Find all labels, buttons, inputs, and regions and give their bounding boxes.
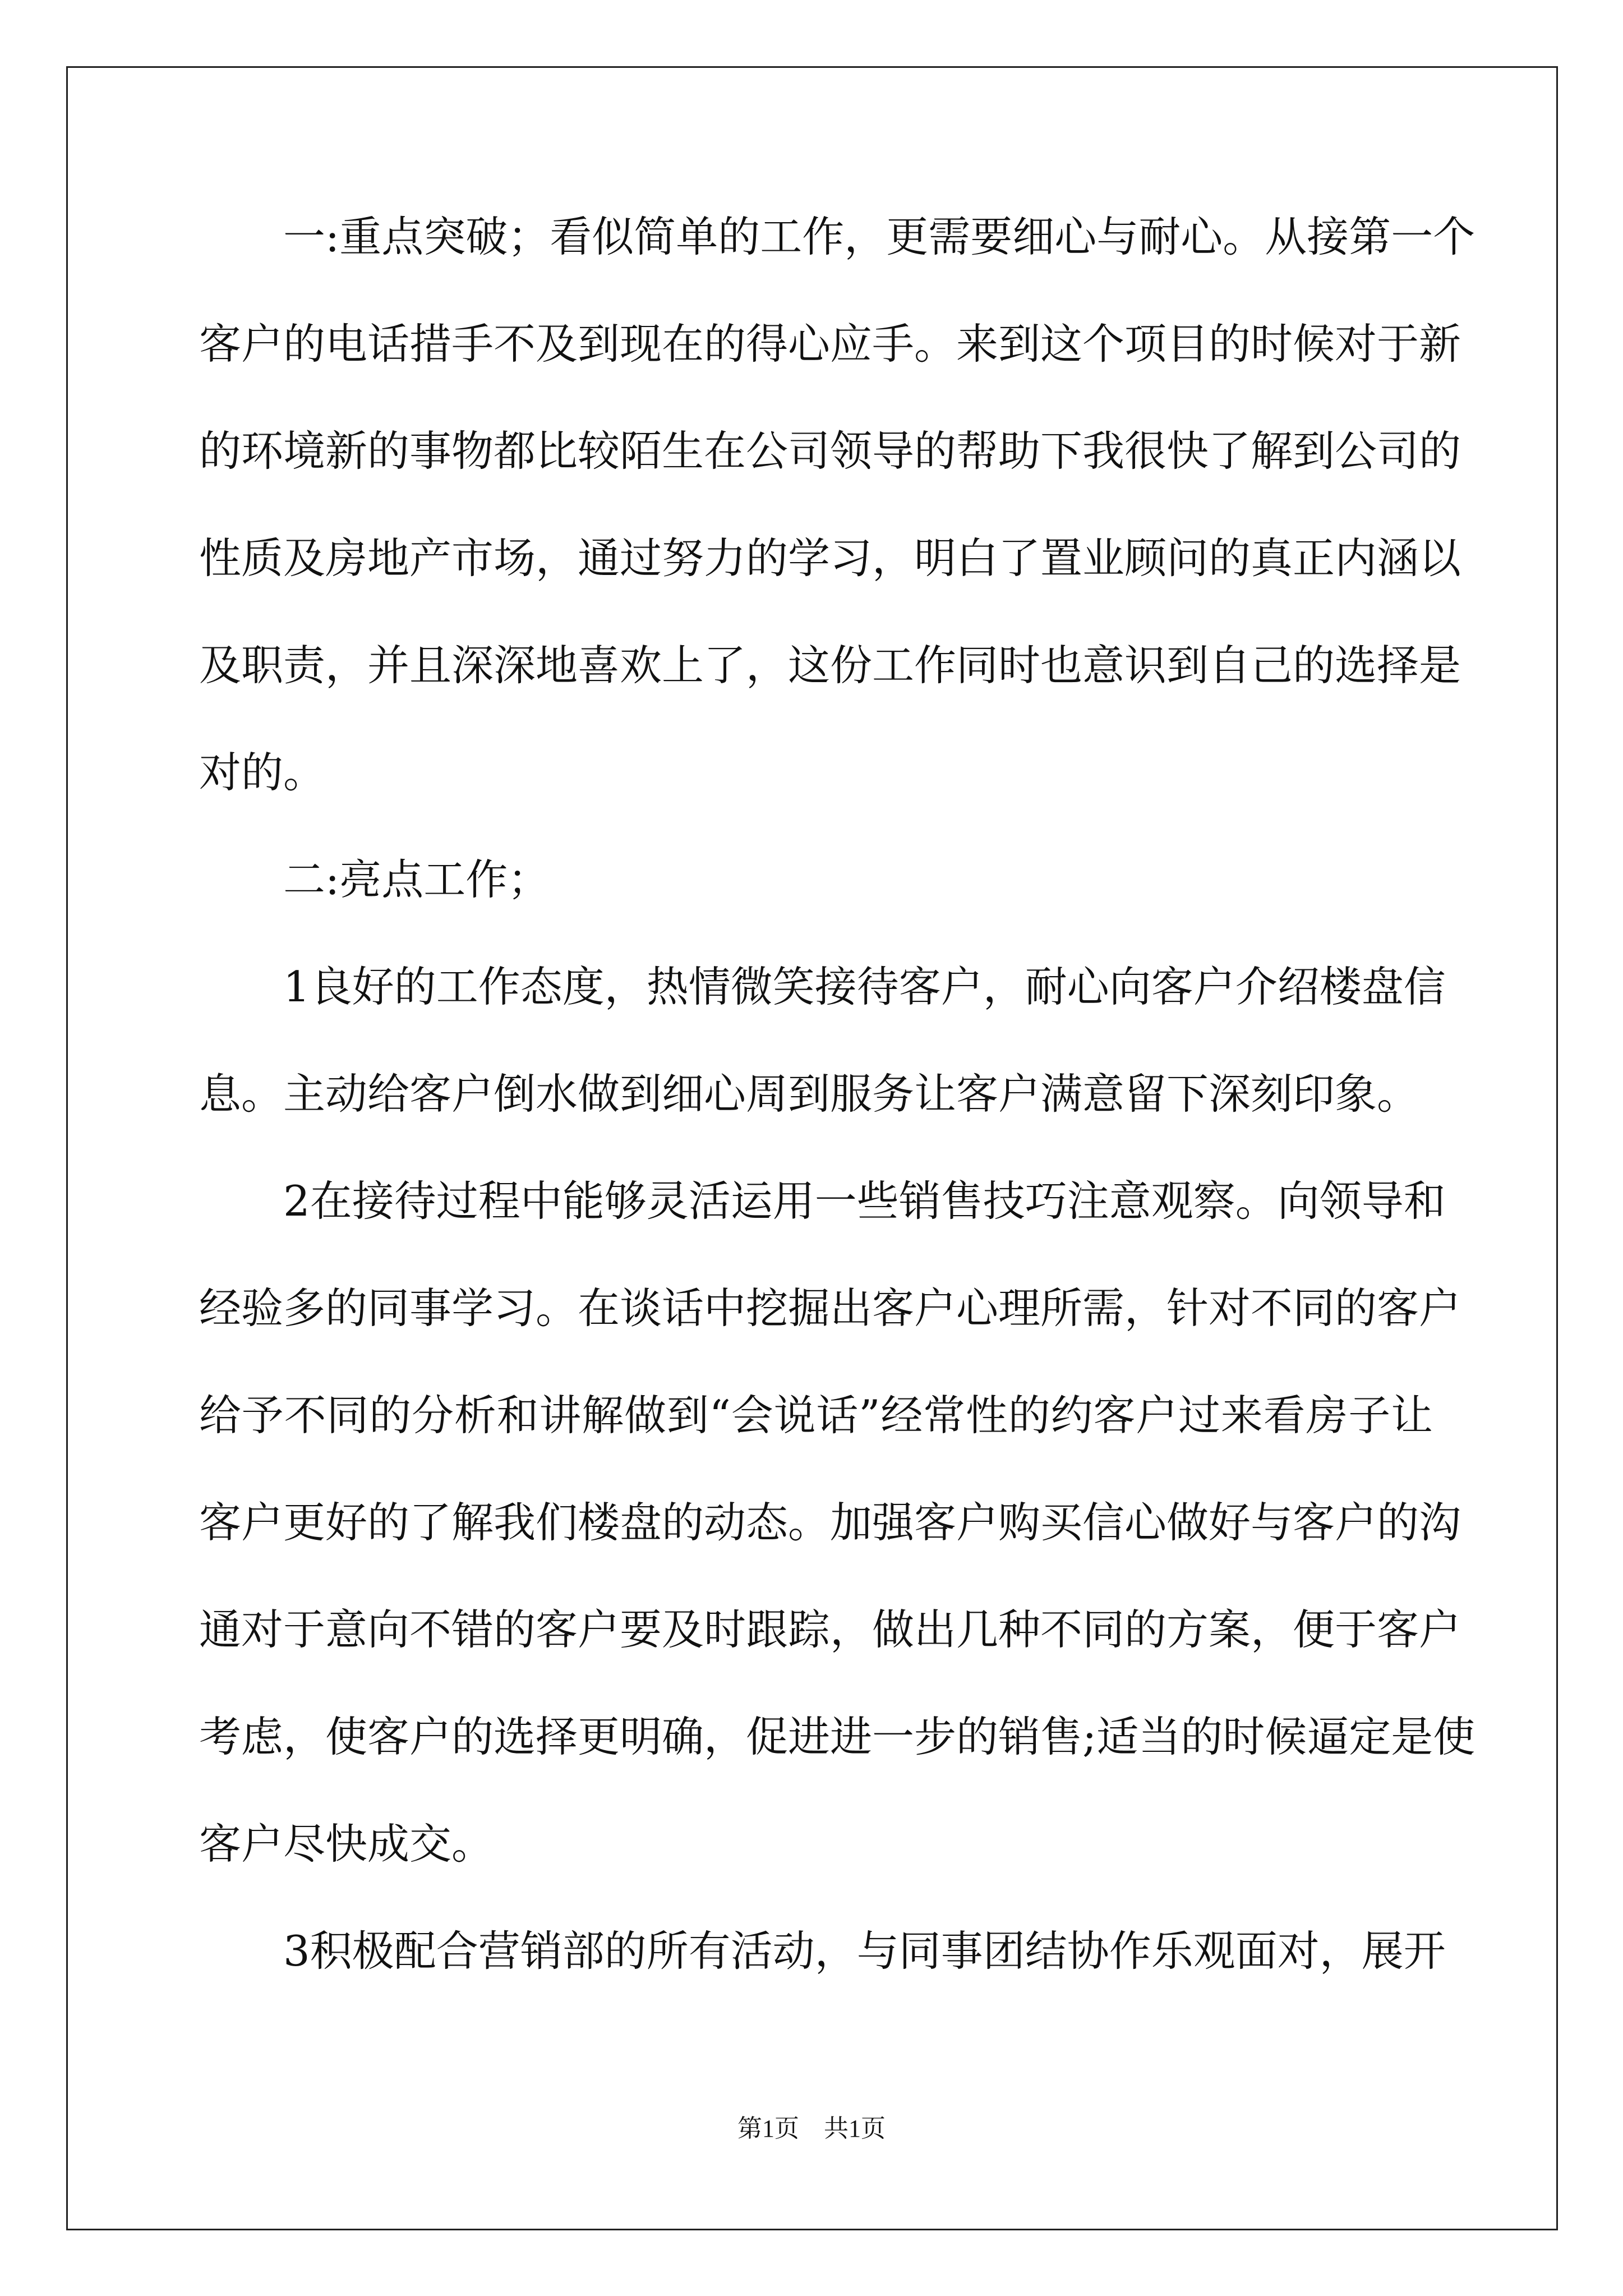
text-line-9: 息。主动给客户倒水做到细心周到服务让客户满意留下深刻印象。 — [199, 1069, 1419, 1119]
text-line-5: 及职责，并且深深地喜欢上了，这份工作同时也意识到自己的选择是 — [199, 641, 1461, 690]
text-line-4: 性质及房地产市场，通过努力的学习，明白了置业顾问的真正内涵以 — [199, 533, 1461, 583]
text-line-17: 3积极配合营销部的所有活动，与同事团结协作乐观面对，展开 — [283, 1926, 1446, 1976]
text-line-1: 一:重点突破；看似简单的工作，更需要细心与耐心。从接第一个 — [283, 212, 1476, 261]
text-line-16: 客户尽快成交。 — [199, 1819, 494, 1869]
text-line-3: 的环境新的事物都比较陌生在公司领导的帮助下我很快了解到公司的 — [199, 426, 1461, 476]
text-line-13: 客户更好的了解我们楼盘的动态。加强客户购买信心做好与客户的沟 — [199, 1498, 1461, 1547]
text-line-14: 通对于意向不错的客户要及时跟踪，做出几种不同的方案，便于客户 — [199, 1605, 1461, 1654]
text-line-10: 2在接待过程中能够灵活运用一些销售技巧注意观察。向领导和 — [283, 1176, 1446, 1226]
text-line-12: 给予不同的分析和讲解做到“会说话”经常性的约客户过来看房子让 — [199, 1391, 1433, 1440]
section-heading-2: 二:亮点工作； — [283, 855, 550, 904]
text-line-11: 经验多的同事学习。在谈话中挖掘出客户心理所需，针对不同的客户 — [199, 1283, 1461, 1333]
text-line-8: 1良好的工作态度，热情微笑接待客户，耐心向客户介绍楼盘信 — [283, 962, 1446, 1011]
text-line-6: 对的。 — [199, 748, 326, 797]
text-line-2: 客户的电话措手不及到现在的得心应手。来到这个项目的时候对于新 — [199, 319, 1461, 369]
page-footer: 第1页 共1页 — [737, 2115, 886, 2142]
document-body — [199, 212, 1476, 2037]
text-line-15: 考虑，使客户的选择更明确，促进进一步的销售;适当的时候逼定是使 — [199, 1712, 1476, 1761]
